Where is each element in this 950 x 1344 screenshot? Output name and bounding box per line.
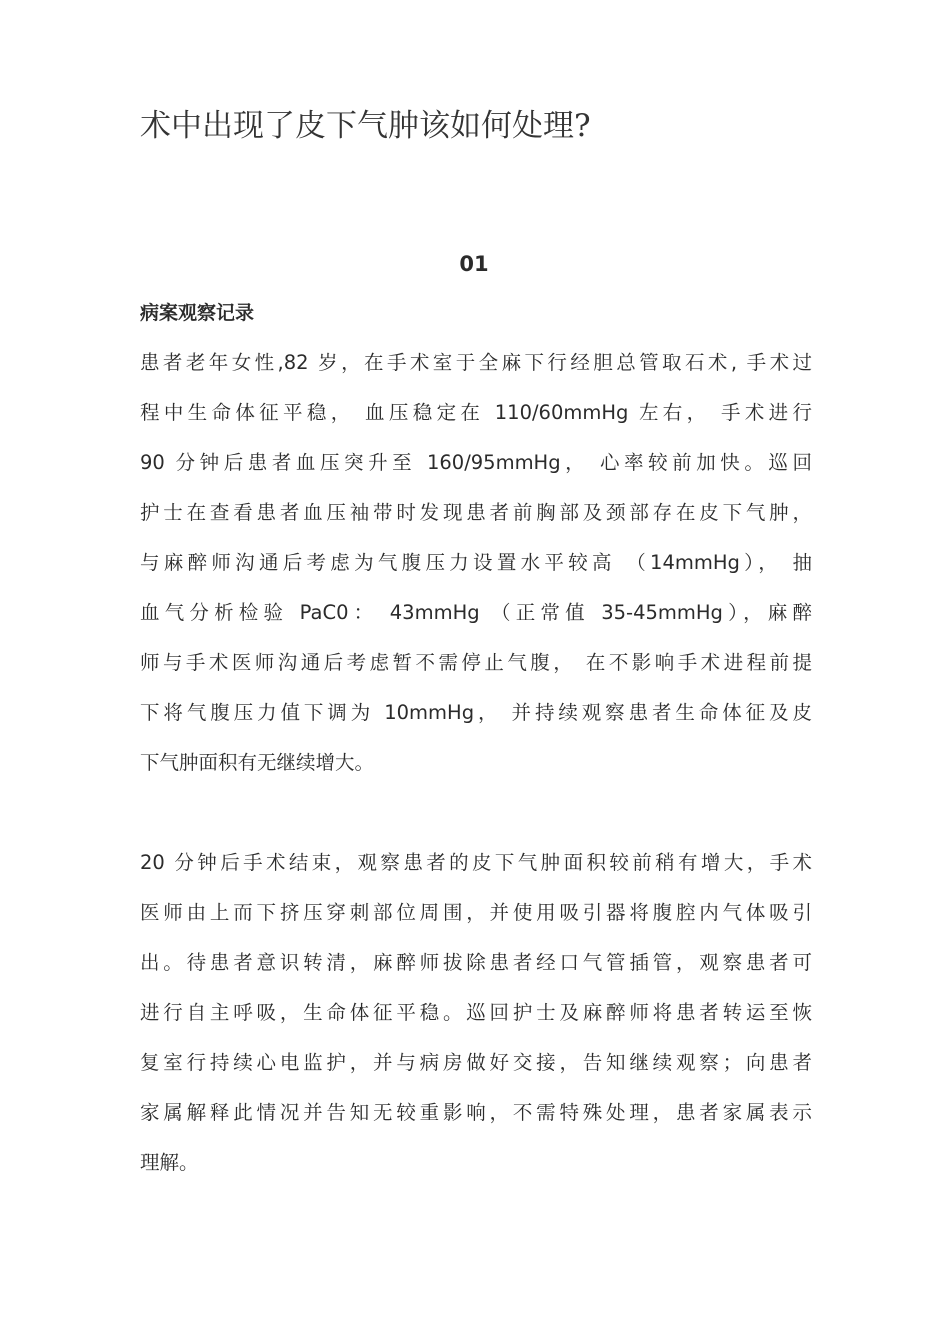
paragraph-line: 护士在查看患者血压袖带时发现患者前胸部及颈部存在皮下气肿，: [140, 501, 812, 524]
paragraph-line: 血气分析检验 PaC0： 43mmHg （正常值 35-45mmHg），麻醉: [140, 601, 812, 624]
paragraph-line: 与麻醉师沟通后考虑为气腹压力设置水平较高 （14mmHg）， 抽: [140, 551, 812, 574]
paragraph-line: 下气肿面积有无继续增大。: [140, 751, 375, 774]
paragraph-line: 下将气腹压力值下调为 10mmHg， 并持续观察患者生命体征及皮: [140, 701, 812, 724]
paragraph-case-record: [140, 338, 812, 788]
paragraph-line: 20 分钟后手术结束，观察患者的皮下气肿面积较前稍有增大，手术: [140, 851, 812, 874]
paragraph-line: 90 分钟后患者血压突升至 160/95mmHg， 心率较前加快。巡回: [140, 451, 812, 474]
paragraph-line: 医师由上而下挤压穿刺部位周围，并使用吸引器将腹腔内气体吸引: [140, 901, 812, 924]
paragraph-line: 家属解释此情况并告知无较重影响，不需特殊处理，患者家属表示: [140, 1101, 812, 1124]
section-heading: 病案观察记录: [140, 302, 255, 324]
paragraph-line: 进行自主呼吸，生命体征平稳。巡回护士及麻醉师将患者转运至恢: [140, 1001, 812, 1024]
paragraph-line: 程中生命体征平稳， 血压稳定在 110/60mmHg 左右， 手术进行: [140, 401, 812, 424]
paragraph-line: 患者老年女性,82 岁，在手术室于全麻下行经胆总管取石术, 手术过: [140, 351, 812, 374]
section-number: 01: [459, 252, 489, 276]
paragraph-line: 复室行持续心电监护，并与病房做好交接，告知继续观察；向患者: [140, 1051, 812, 1074]
paragraph-line: 出。待患者意识转清，麻醉师拔除患者经口气管插管，观察患者可: [140, 951, 812, 974]
paragraph-post-surgery: [140, 838, 812, 1188]
paragraph-line: 师与手术医师沟通后考虑暂不需停止气腹， 在不影响手术进程前提: [140, 651, 812, 674]
document-title: 术中出现了皮下气肿该如何处理?: [140, 108, 591, 144]
paragraph-line: 理解。: [140, 1151, 199, 1174]
